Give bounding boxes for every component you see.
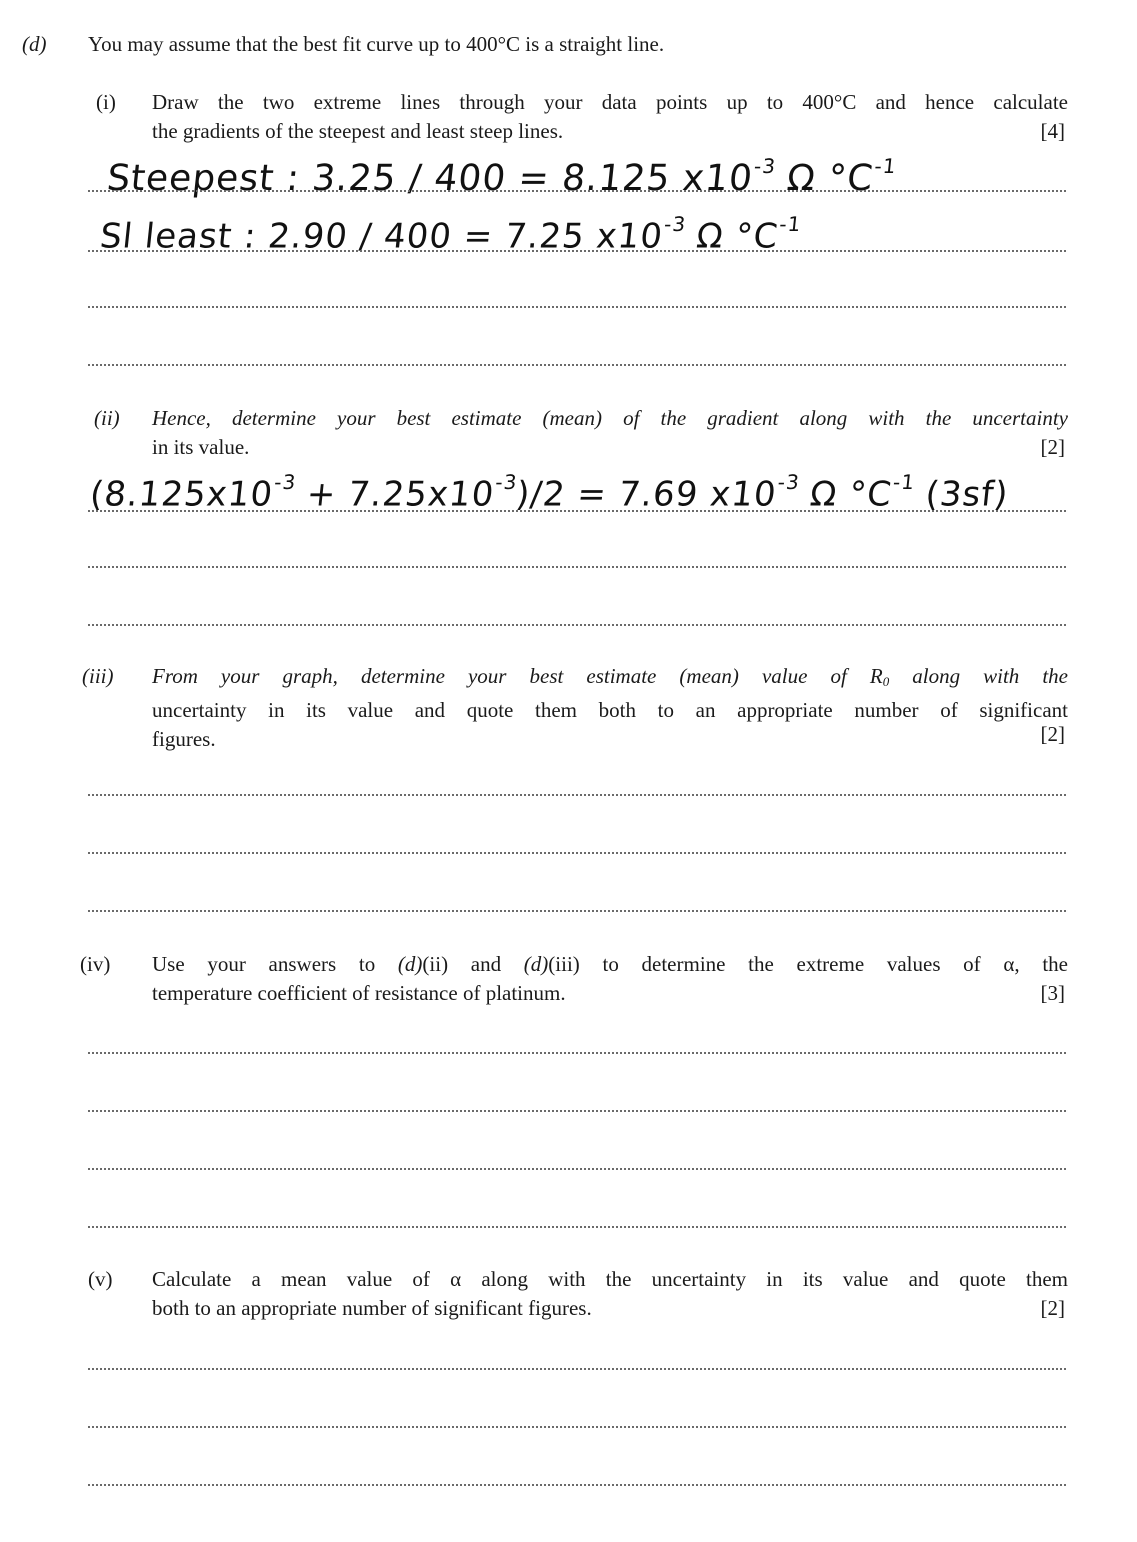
answer-line (88, 306, 1066, 308)
question-v-line2: both to an appropriate number of significant figures. (152, 1296, 592, 1320)
question-ii-line2: in its value. (152, 435, 250, 459)
question-i-label: (i) (96, 90, 116, 114)
question-iii-text (152, 662, 1068, 754)
question-iii-marks: [2] (1040, 722, 1065, 746)
question-v-line1: Calculate a mean value of α along with the uncertainty in its value and quote them (152, 1267, 1068, 1291)
question-iv-marks: [3] (1040, 981, 1065, 1005)
handwritten-answer-steepest: Steepest : 3.25 / 400 = 8.125 $x10^{-3}$ Ω $^\circ C^{-1}$ (105, 154, 898, 199)
answer-line (88, 1226, 1066, 1228)
answer-line (88, 1110, 1066, 1112)
answer-line (88, 852, 1066, 854)
answer-line (88, 1368, 1066, 1370)
question-ii-line1: Hence, determine your best estimate (mean) of the gradient along with the uncertainty (152, 406, 1068, 430)
handwritten-answer-least-steep: Sl least : 2.90 / 400 = 7.25 $x10^{-3}$ Ω $^\circ C^{-1}$ (98, 212, 803, 257)
answer-line (88, 510, 1066, 512)
answer-line (88, 1484, 1066, 1486)
answer-line (88, 624, 1066, 626)
answer-line (88, 910, 1066, 912)
question-ii-label: (ii) (94, 406, 120, 430)
question-iii-line3: figures. (152, 727, 216, 751)
question-v-label: (v) (88, 1267, 113, 1291)
question-iv-label: (iv) (80, 952, 111, 976)
question-iii-line2: uncertainty in its value and quote them both to an appropriate number of significant (152, 698, 1068, 722)
answer-line (88, 250, 1066, 252)
question-iii-label: (iii) (82, 664, 114, 688)
question-v-text (152, 1265, 1068, 1323)
question-i-marks: [4] (1040, 119, 1065, 143)
handwritten-answer-mean-gradient: $(8.125x10^{-3} + 7.25x10^{-3})/2 = 7.69$ $x10^{-3}$ Ω $^\circ C^{-1}$ (3sf) (88, 470, 1011, 515)
question-ii-marks: [2] (1040, 435, 1065, 459)
part-d-label: (d) (22, 32, 47, 56)
part-d-intro: You may assume that the best fit curve up to 400°C is a straight line. (88, 32, 665, 56)
answer-line (88, 794, 1066, 796)
question-iv-line1: Use your answers to (d)(ii) and (d)(iii) to determine the extreme values of α, the (152, 952, 1068, 976)
answer-line (88, 364, 1066, 366)
question-iv-line2: temperature coefficient of resistance of platinum. (152, 981, 566, 1005)
question-iii-line1: From your graph, determine your best estimate (mean) value of R0 along with the (152, 664, 1069, 689)
question-ii-text (152, 404, 1068, 462)
question-i-line2: the gradients of the steepest and least steep lines. (152, 119, 564, 143)
question-iv-text (152, 950, 1068, 1008)
answer-line (88, 566, 1066, 568)
question-i-text (152, 88, 1068, 146)
question-v-marks: [2] (1040, 1296, 1065, 1320)
answer-line (88, 1052, 1066, 1054)
question-i-line1: Draw the two extreme lines through your data points up to 400°C and hence calculate (152, 90, 1068, 114)
answer-line (88, 190, 1066, 192)
answer-line (88, 1426, 1066, 1428)
answer-line (88, 1168, 1066, 1170)
